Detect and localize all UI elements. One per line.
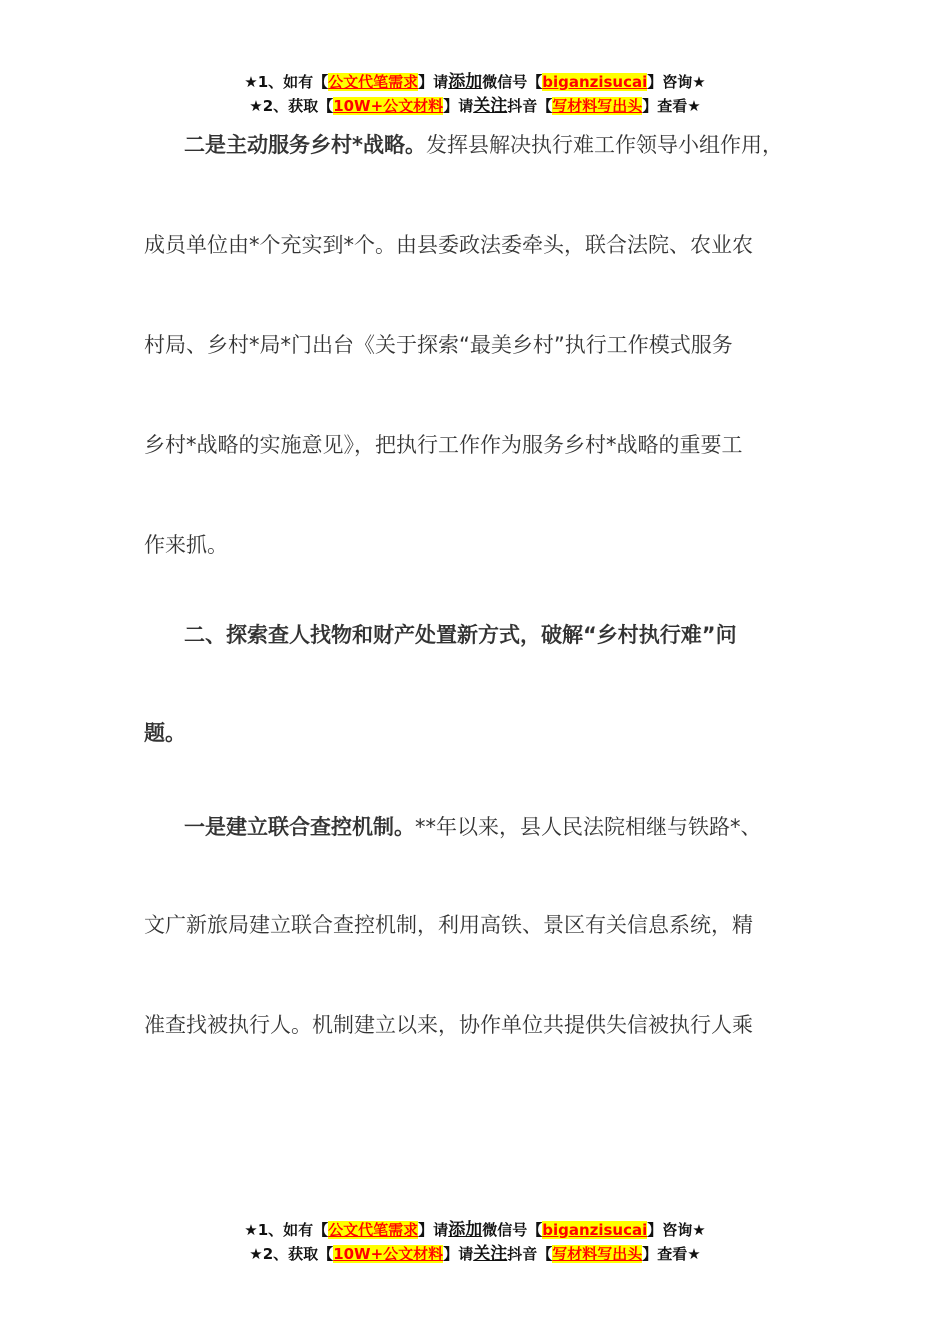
banner-underlined: 关注 [473,96,508,116]
banner-text: 2、获取【 [262,1245,334,1263]
banner-text: 】咨询★ [647,73,706,91]
highlight-wechat-id: biganzisucai [542,1221,648,1239]
highlight-materials: 10W+公文材料 [333,97,444,115]
banner-text: 1、如有【 [257,73,329,91]
banner-line-2 [0,94,950,118]
section-heading-line-1: 二、探索查人找物和财产处置新方式，破解“乡村执行难”问 [184,623,737,647]
paragraph-2-line-3: 准查找被执行人。机制建立以来，协作单位共提供失信被执行人乘 [144,1013,753,1037]
banner-text: 微信号【 [482,73,543,91]
banner-underlined: 添加 [448,72,483,92]
paragraph-2-line-1 [144,812,762,842]
footer-banner [0,1218,950,1266]
banner-text: 】请 [443,97,474,115]
paragraph-1-line-3: 村局、乡村*局*门出台《关于探索“最美乡村”执行工作模式服务 [144,333,733,357]
banner-line-2 [0,1242,950,1266]
banner-underlined: 添加 [448,1220,483,1240]
header-banner [0,70,950,118]
star-icon: ★ [244,1221,258,1239]
paragraph-1-line-2: 成员单位由*个充实到*个。由县委政法委牵头，联合法院、农业农 [144,233,753,257]
highlight-materials: 10W+公文材料 [333,1245,444,1263]
banner-text: 】请 [443,1245,474,1263]
banner-text: 抖音【 [507,1245,553,1263]
banner-text: 2、获取【 [262,97,334,115]
star-icon: ★ [249,97,263,115]
paragraph-2-line-2: 文广新旅局建立联合查控机制，利用高铁、景区有关信息系统，精 [144,913,753,937]
banner-line-1 [0,70,950,94]
banner-text: 】查看★ [642,1245,701,1263]
highlight-douyin-id: 写材料写出头 [552,97,643,115]
highlight-service: 公文代笔需求 [328,73,419,91]
highlight-douyin-id: 写材料写出头 [552,1245,643,1263]
section-heading-line-2: 题。 [144,721,186,745]
paragraph-1-line-1 [144,130,783,160]
highlight-wechat-id: biganzisucai [542,73,648,91]
paragraph-1-line-5: 作来抓。 [144,533,228,557]
banner-text: 1、如有【 [257,1221,329,1239]
banner-text: 】查看★ [642,97,701,115]
banner-text: 】请 [418,73,449,91]
paragraph-text: 发挥县解决执行难工作领导小组作用， [425,133,783,157]
paragraph-1-line-4: 乡村*战略的实施意见》，把执行工作作为服务乡村*战略的重要工 [144,433,743,457]
banner-text: 微信号【 [482,1221,543,1239]
paragraph-lead: 一是建立联合查控机制。 [184,815,415,839]
banner-text: 抖音【 [507,97,553,115]
banner-line-1 [0,1218,950,1242]
star-icon: ★ [244,73,258,91]
highlight-service: 公文代笔需求 [328,1221,419,1239]
banner-text: 】咨询★ [647,1221,706,1239]
paragraph-lead: 二是主动服务乡村*战略。 [184,133,426,157]
star-icon: ★ [249,1245,263,1263]
banner-underlined: 关注 [473,1244,508,1264]
paragraph-text: **年以来，县人民法院相继与铁路*、 [415,815,762,839]
banner-text: 】请 [418,1221,449,1239]
